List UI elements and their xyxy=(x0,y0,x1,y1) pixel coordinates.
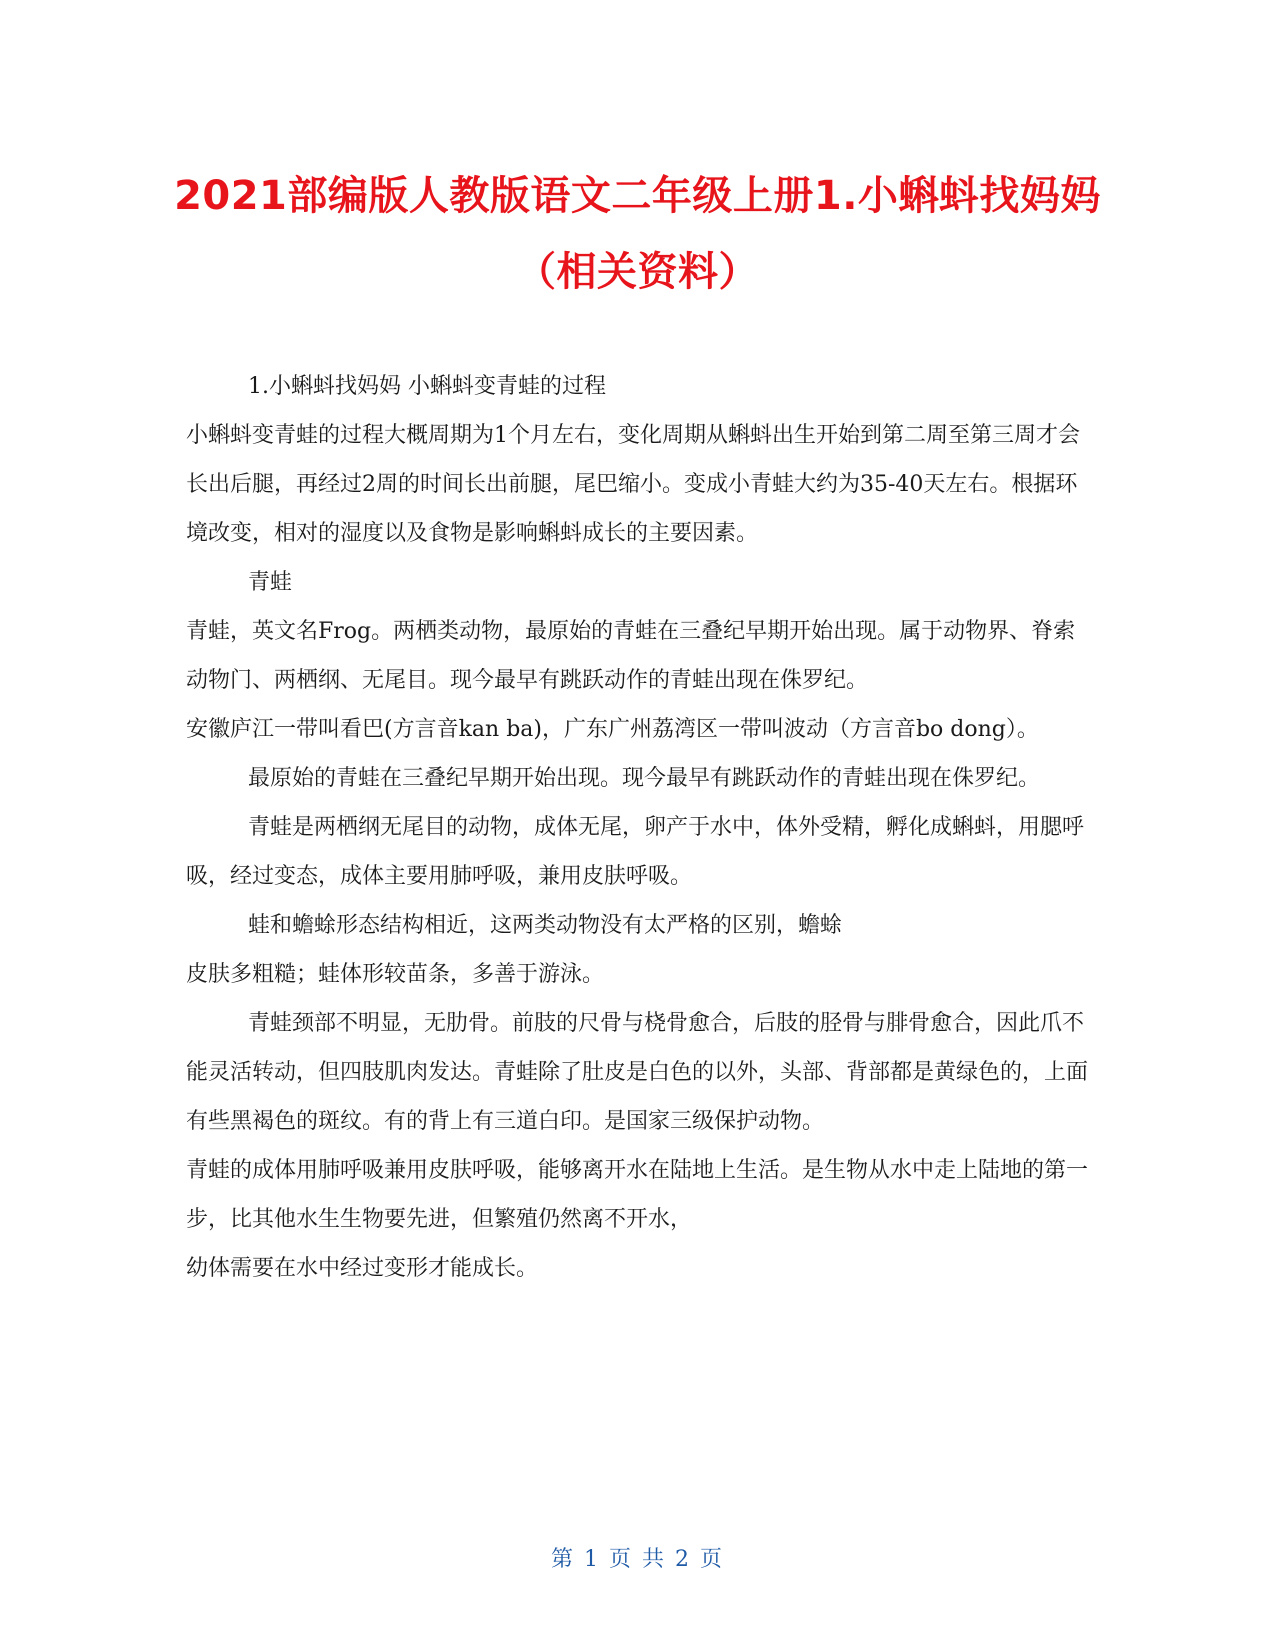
paragraph: 幼体需要在水中经过变形才能成长。 xyxy=(186,1256,539,1281)
paragraph: 安徽庐江一带叫看巴(方言音kan ba)，广东广州荔湾区一带叫波动（方言音bo dong）。 xyxy=(186,717,1039,742)
paragraph: 小蝌蚪变青蛙的过程大概周期为1个月左右，变化周期从蝌蚪出生开始到第二周至第三周才会长出后腿，再经过2周的时间长出前腿，尾巴缩小。变成小青蛙大约为35-40天左右。根据环境改变，相对的湿度以及食物是影响蝌蚪成长的主要因素。 xyxy=(186,423,1081,546)
document-title: 2021部编版人教版语文二年级上册1.小蝌蚪找妈妈（相关资料） xyxy=(174,173,1101,295)
paragraph: 1.小蝌蚪找妈妈 小蝌蚪变青蛙的过程 xyxy=(248,374,606,399)
paragraph: 青蛙是两栖纲无尾目的动物，成体无尾，卵产于水中，体外受精，孵化成蝌蚪，用腮呼吸，经过变态，成体主要用肺呼吸，兼用皮肤呼吸。 xyxy=(186,815,1085,889)
page-footer: 第 1 页 共 2 页 xyxy=(551,1547,724,1572)
paragraph: 蛙和蟾蜍形态结构相近，这两类动物没有太严格的区别，蟾蜍 xyxy=(248,913,843,938)
paragraph: 青蛙颈部不明显，无肋骨。前肢的尺骨与桡骨愈合，后肢的胫骨与腓骨愈合，因此爪不能灵活转动，但四肢肌肉发达。青蛙除了肚皮是白色的以外，头部、背部都是黄绿色的，上面有些黑褐色的斑纹。有的背上有三道白印。是国家三级保护动物。 xyxy=(186,1011,1089,1134)
paragraph: 青蛙的成体用肺呼吸兼用皮肤呼吸，能够离开水在陆地上生活。是生物从水中走上陆地的第一步，比其他水生生物要先进，但繁殖仍然离不开水， xyxy=(186,1158,1089,1232)
paragraph: 最原始的青蛙在三叠纪早期开始出现。现今最早有跳跃动作的青蛙出现在侏罗纪。 xyxy=(248,766,1041,791)
paragraph: 皮肤多粗糙；蛙体形较苗条，多善于游泳。 xyxy=(186,962,605,987)
paragraph: 青蛙，英文名Frog。两栖类动物，最原始的青蛙在三叠纪早期开始出现。属于动物界、脊索动物门、两栖纲、无尾目。现今最早有跳跃动作的青蛙出现在侏罗纪。 xyxy=(186,619,1076,693)
paragraph: 青蛙 xyxy=(248,570,293,595)
document-body xyxy=(186,362,1091,1293)
